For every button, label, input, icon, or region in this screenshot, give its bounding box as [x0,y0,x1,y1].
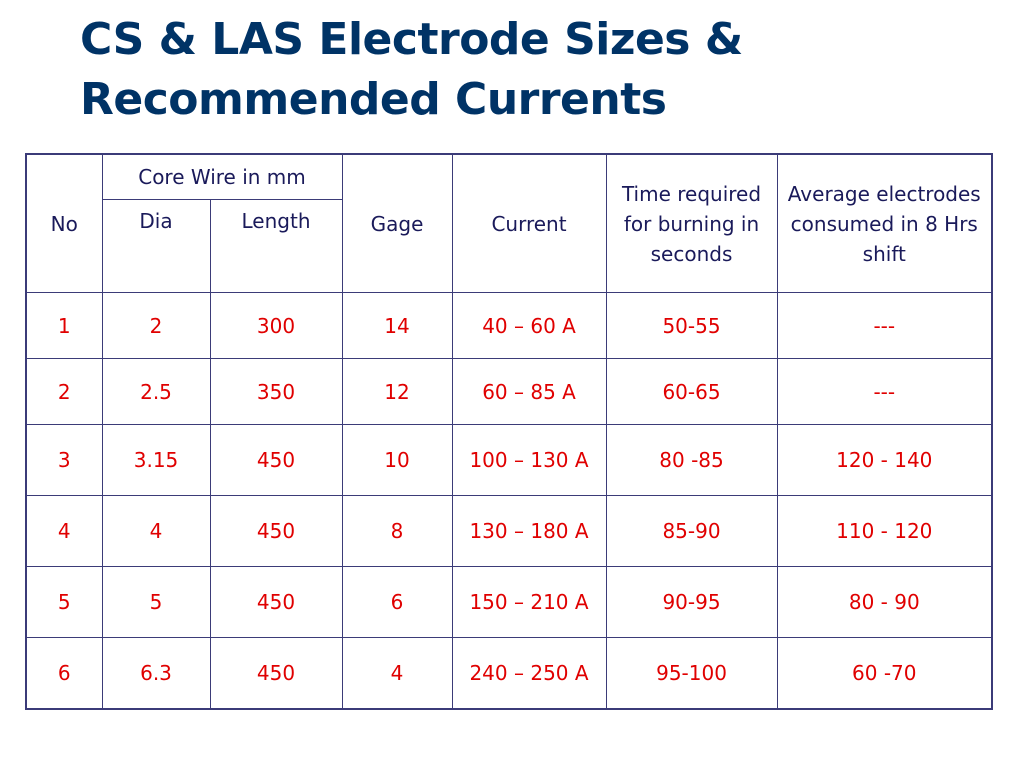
cell-time: 85-90 [606,496,777,567]
table-row [26,359,992,425]
header-length: Length [210,200,342,293]
cell-average: 120 - 140 [777,425,992,496]
header-average: Average electrodes consumed in 8 Hrs shift [777,154,992,293]
cell-current: 60 – 85 A [452,359,606,425]
cell-length: 450 [210,496,342,567]
cell-average: --- [777,359,992,425]
header-core-wire: Core Wire in mm [102,154,342,200]
cell-time: 95-100 [606,638,777,709]
cell-dia: 3.15 [102,425,210,496]
header-current: Current [452,154,606,293]
cell-current: 100 – 130 A [452,425,606,496]
slide-title-line-2: Recommended Currents [80,74,667,125]
cell-current: 40 – 60 A [452,293,606,359]
cell-no: 1 [26,293,102,359]
cell-gage: 6 [342,567,452,638]
cell-time: 60-65 [606,359,777,425]
cell-length: 450 [210,638,342,709]
cell-gage: 4 [342,638,452,709]
cell-dia: 6.3 [102,638,210,709]
cell-dia: 2.5 [102,359,210,425]
header-time: Time required for burning in seconds [606,154,777,293]
cell-current: 150 – 210 A [452,567,606,638]
cell-average: 110 - 120 [777,496,992,567]
cell-average: 80 - 90 [777,567,992,638]
table-row [26,638,992,709]
cell-dia: 4 [102,496,210,567]
header-gage: Gage [342,154,452,293]
electrode-table [25,153,993,710]
cell-current: 240 – 250 A [452,638,606,709]
cell-dia: 2 [102,293,210,359]
cell-no: 5 [26,567,102,638]
cell-gage: 10 [342,425,452,496]
cell-length: 350 [210,359,342,425]
header-no: No [26,154,102,293]
slide-title [80,10,743,130]
cell-no: 6 [26,638,102,709]
cell-gage: 12 [342,359,452,425]
table-row [26,567,992,638]
cell-length: 450 [210,567,342,638]
cell-gage: 14 [342,293,452,359]
cell-gage: 8 [342,496,452,567]
slide-title-line-1: CS & LAS Electrode Sizes & [80,14,743,65]
table-row [26,293,992,359]
cell-time: 50-55 [606,293,777,359]
cell-current: 130 – 180 A [452,496,606,567]
cell-time: 90-95 [606,567,777,638]
cell-length: 450 [210,425,342,496]
cell-dia: 5 [102,567,210,638]
cell-time: 80 -85 [606,425,777,496]
cell-average: --- [777,293,992,359]
table-row [26,496,992,567]
table-row [26,425,992,496]
cell-average: 60 -70 [777,638,992,709]
cell-no: 2 [26,359,102,425]
header-row-1 [26,154,992,200]
header-dia: Dia [102,200,210,293]
cell-no: 4 [26,496,102,567]
cell-no: 3 [26,425,102,496]
cell-length: 300 [210,293,342,359]
